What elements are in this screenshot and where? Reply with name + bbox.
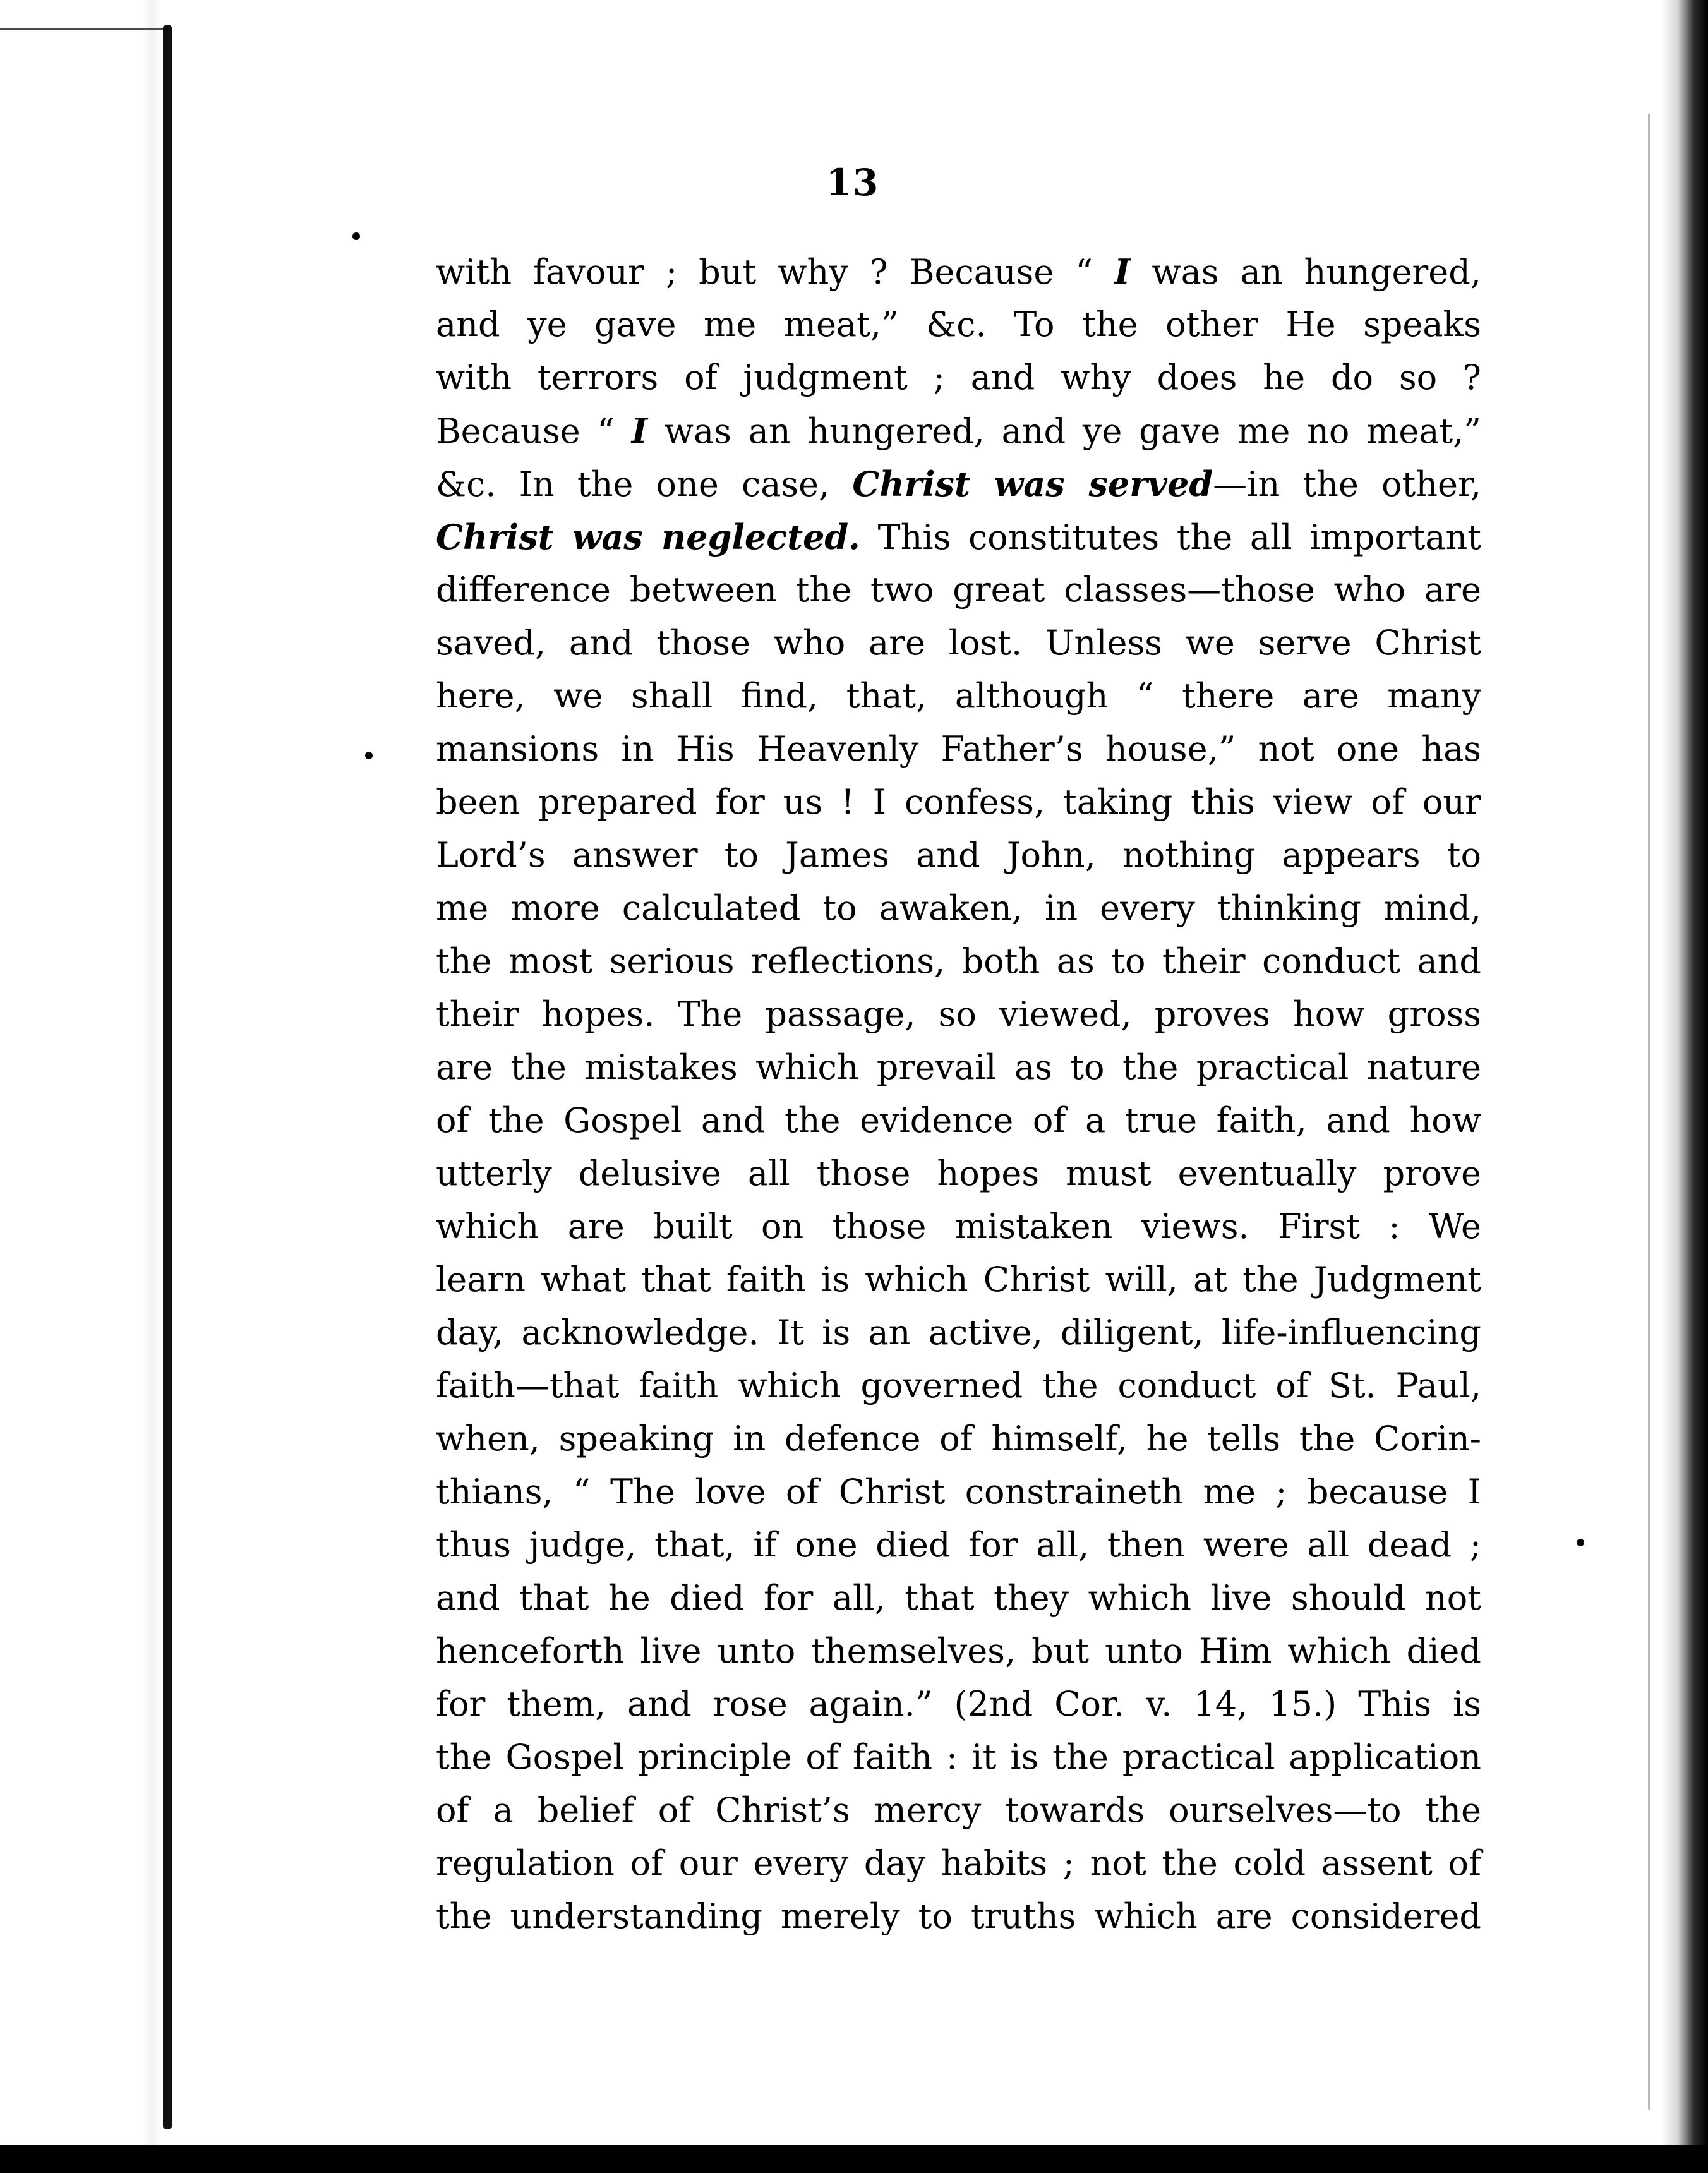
text-run: Because “ bbox=[436, 411, 632, 451]
text-run: of the Gospel and the evidence of a true faith, and how bbox=[436, 1100, 1481, 1140]
text-run: faith—that faith which governed the conduct of St. Paul, bbox=[436, 1366, 1481, 1406]
bottom-page-edge bbox=[0, 2145, 1708, 2173]
text-line bbox=[436, 776, 1481, 829]
italic-phrase: Christ was neglected. bbox=[436, 517, 860, 557]
text-run: was an hungered, and ye gave me no meat,” bbox=[647, 411, 1481, 451]
text-line bbox=[436, 1306, 1481, 1359]
text-line bbox=[436, 404, 1481, 457]
text-run: the most serious reflections, both as to their conduct and bbox=[436, 941, 1481, 981]
text-line bbox=[436, 935, 1481, 988]
text-line bbox=[436, 882, 1481, 935]
text-run: me more calculated to awaken, in every thinking mind, bbox=[436, 888, 1481, 928]
ink-speck bbox=[352, 232, 360, 240]
text-line bbox=[436, 1731, 1481, 1784]
text-line bbox=[436, 457, 1481, 510]
text-run: are the mistakes which prevail as to the practical nature bbox=[436, 1047, 1481, 1087]
text-line bbox=[436, 1359, 1481, 1412]
text-line bbox=[436, 1890, 1481, 1943]
text-run: This constitutes the all important bbox=[860, 517, 1481, 557]
text-run: thians, “ The love of Christ constraineth me ; because I bbox=[436, 1472, 1481, 1512]
body-text bbox=[436, 245, 1481, 1943]
text-line bbox=[436, 298, 1481, 351]
text-line bbox=[436, 1625, 1481, 1678]
right-page-edge bbox=[1661, 0, 1708, 2173]
text-run: the understanding merely to truths which are considered bbox=[436, 1896, 1481, 1936]
text-line bbox=[436, 563, 1481, 617]
text-run: with terrors of judgment ; and why does he do so ? bbox=[436, 358, 1481, 397]
text-line bbox=[436, 351, 1481, 404]
text-line bbox=[436, 1094, 1481, 1147]
text-line bbox=[436, 1200, 1481, 1253]
gutter-top-rule bbox=[0, 28, 165, 30]
text-run: day, acknowledge. It is an active, diligent, life-influencing bbox=[436, 1313, 1481, 1352]
text-run: when, speaking in defence of himself, he tells the Corin- bbox=[436, 1419, 1481, 1459]
text-run: saved, and those who are lost. Unless we serve Christ bbox=[436, 623, 1481, 663]
text-run: been prepared for us ! I confess, taking this view of our bbox=[436, 782, 1481, 822]
text-run: mansions in His Heavenly Father’s house,” not one has bbox=[436, 729, 1481, 769]
text-line bbox=[436, 617, 1481, 670]
text-line bbox=[436, 670, 1481, 723]
text-line bbox=[436, 723, 1481, 776]
text-run: regulation of our every day habits ; not the cold assent of bbox=[436, 1843, 1481, 1883]
text-run: Lord’s answer to James and John, nothing appears to bbox=[436, 835, 1481, 875]
text-run: their hopes. The passage, so viewed, proves how gross bbox=[436, 994, 1481, 1034]
italic-phrase: Christ was served bbox=[852, 464, 1213, 504]
text-line bbox=[436, 1784, 1481, 1837]
text-run: for them, and rose again.” (2nd Cor. v. 14, 15.) This is bbox=[436, 1684, 1481, 1724]
text-line bbox=[436, 1253, 1481, 1306]
text-line bbox=[436, 1837, 1481, 1890]
text-line bbox=[436, 1466, 1481, 1519]
text-line bbox=[436, 1519, 1481, 1572]
text-run: learn what that faith is which Christ will, at the Judgment bbox=[436, 1260, 1481, 1299]
text-line bbox=[436, 829, 1481, 882]
binding-edge-line bbox=[163, 25, 172, 2129]
text-line bbox=[436, 510, 1481, 563]
text-run: and ye gave me meat,” &c. To the other He speaks bbox=[436, 304, 1481, 344]
text-line bbox=[436, 988, 1481, 1041]
text-line bbox=[436, 1412, 1481, 1466]
text-line bbox=[436, 1678, 1481, 1731]
binding-gutter bbox=[0, 0, 169, 2173]
page-number: 13 bbox=[826, 161, 880, 204]
text-run: &c. In the one case, bbox=[436, 464, 853, 504]
text-run: was an hungered, bbox=[1130, 252, 1481, 292]
text-line bbox=[436, 245, 1481, 298]
text-run: difference between the two great classes—those who are bbox=[436, 570, 1481, 610]
text-line bbox=[436, 1572, 1481, 1625]
text-line bbox=[436, 1041, 1481, 1094]
text-run: —in the other, bbox=[1213, 464, 1481, 504]
text-run: which are built on those mistaken views. First : We bbox=[436, 1207, 1481, 1246]
text-run: henceforth live unto themselves, but unto Him which died bbox=[436, 1631, 1481, 1671]
text-run: with favour ; but why ? Because “ bbox=[436, 252, 1115, 292]
text-run: utterly delusive all those hopes must eventually prove bbox=[436, 1153, 1481, 1193]
text-run: of a belief of Christ’s mercy towards ourselves—to the bbox=[436, 1790, 1481, 1830]
text-run: the Gospel principle of faith : it is the practical application bbox=[436, 1737, 1481, 1777]
ink-speck bbox=[365, 752, 373, 759]
text-line bbox=[436, 1147, 1481, 1200]
page-edge-shadow-line bbox=[1648, 114, 1650, 2110]
ink-speck bbox=[1577, 1539, 1584, 1546]
italic-phrase: I bbox=[1114, 251, 1131, 292]
text-run: here, we shall find, that, although “ there are many bbox=[436, 676, 1481, 716]
italic-phrase: I bbox=[631, 411, 647, 451]
text-run: and that he died for all, that they which live should not bbox=[436, 1578, 1481, 1618]
text-run: thus judge, that, if one died for all, then were all dead ; bbox=[436, 1525, 1481, 1565]
